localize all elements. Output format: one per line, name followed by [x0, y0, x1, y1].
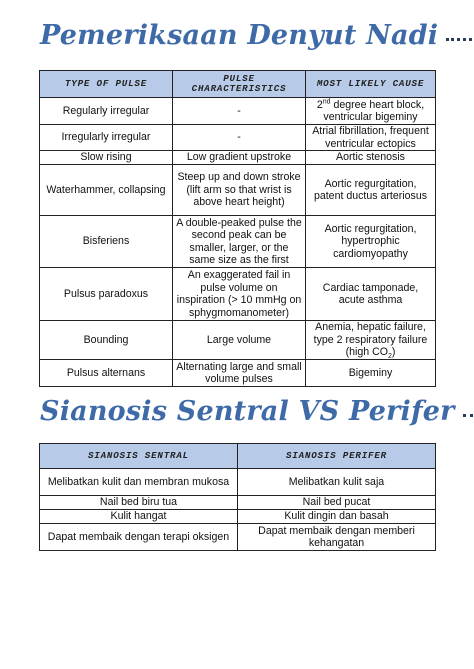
pulse-type: Pulsus alternans — [40, 360, 173, 387]
table-row — [40, 151, 436, 165]
table-row — [40, 216, 436, 268]
pulse-characteristics: - — [173, 98, 306, 125]
table-row — [40, 524, 436, 551]
sianosis-perifer-cell: Kulit dingin dan basah — [238, 510, 436, 524]
pulse-characteristics: Alternating large and small volume pulses — [173, 360, 306, 387]
likely-cause: Aortic stenosis — [306, 151, 436, 165]
table-row — [40, 98, 436, 125]
pulse-characteristics: Low gradient upstroke — [173, 151, 306, 165]
table-row — [40, 469, 436, 496]
likely-cause: Bigeminy — [306, 360, 436, 387]
table-row — [40, 321, 436, 360]
pulse-type: Bounding — [40, 321, 173, 360]
pulse-characteristics: - — [173, 125, 306, 151]
column-header-sentral: SIANOSIS SENTRAL — [40, 444, 238, 469]
sianosis-perifer-cell: Nail bed pucat — [238, 496, 436, 510]
section-title: Sianosis Sentral VS Perifer — [40, 396, 455, 427]
table-row — [40, 360, 436, 387]
table-row — [40, 268, 436, 321]
pulse-type: Waterhammer, collapsing — [40, 165, 173, 216]
dotted-divider — [463, 414, 474, 417]
sianosis-sentral-cell: Nail bed biru tua — [40, 496, 238, 510]
dotted-divider — [446, 38, 474, 41]
sianosis-sentral-cell: Kulit hangat — [40, 510, 238, 524]
pulse-type: Slow rising — [40, 151, 173, 165]
section-title: Pemeriksaan Denyut Nadi — [40, 20, 439, 51]
section-heading-sianosis — [40, 396, 474, 427]
pulse-characteristics: Steep up and down stroke (lift arm so that wrist is above heart height) — [173, 165, 306, 216]
section-heading-denyut-nadi — [40, 20, 474, 51]
likely-cause: Atrial fibrillation, frequent ventricular ectopics — [306, 125, 436, 151]
table-row — [40, 125, 436, 151]
pulse-type: Bisferiens — [40, 216, 173, 268]
table-header-row — [40, 71, 436, 98]
likely-cause: Anemia, hepatic failure, type 2 respiratory failure (high $CO_2$) — [306, 321, 436, 360]
pulse-table — [39, 70, 436, 387]
pulse-type: Regularly irregular — [40, 98, 173, 125]
likely-cause: Cardiac tamponade, acute asthma — [306, 268, 436, 321]
sianosis-sentral-cell: Melibatkan kulit dan membran mukosa — [40, 469, 238, 496]
column-header-cause: MOST LIKELY CAUSE — [306, 71, 436, 98]
likely-cause: Aortic regurgitation, patent ductus arteriosus — [306, 165, 436, 216]
column-header-perifer: SIANOSIS PERIFER — [238, 444, 436, 469]
column-header-type: TYPE OF PULSE — [40, 71, 173, 98]
pulse-type: Irregularly irregular — [40, 125, 173, 151]
likely-cause: Aortic regurgitation, hypertrophic cardiomyopathy — [306, 216, 436, 268]
likely-cause: 2nd degree heart block, ventricular bigeminy — [306, 98, 436, 125]
sianosis-table — [39, 443, 436, 551]
pulse-characteristics: An exaggerated fail in pulse volume on inspiration (> 10 mmHg on sphygmomanometer) — [173, 268, 306, 321]
table-header-row — [40, 444, 436, 469]
pulse-type: Pulsus paradoxus — [40, 268, 173, 321]
column-header-characteristics: PULSE CHARACTERISTICS — [173, 71, 306, 98]
sianosis-perifer-cell: Melibatkan kulit saja — [238, 469, 436, 496]
table-row — [40, 165, 436, 216]
sianosis-sentral-cell: Dapat membaik dengan terapi oksigen — [40, 524, 238, 551]
table-row — [40, 510, 436, 524]
pulse-characteristics: A double-peaked pulse the second peak can be smaller, larger, or the same size as the first — [173, 216, 306, 268]
pulse-characteristics: Large volume — [173, 321, 306, 360]
table-row — [40, 496, 436, 510]
sianosis-perifer-cell: Dapat membaik dengan memberi kehangatan — [238, 524, 436, 551]
